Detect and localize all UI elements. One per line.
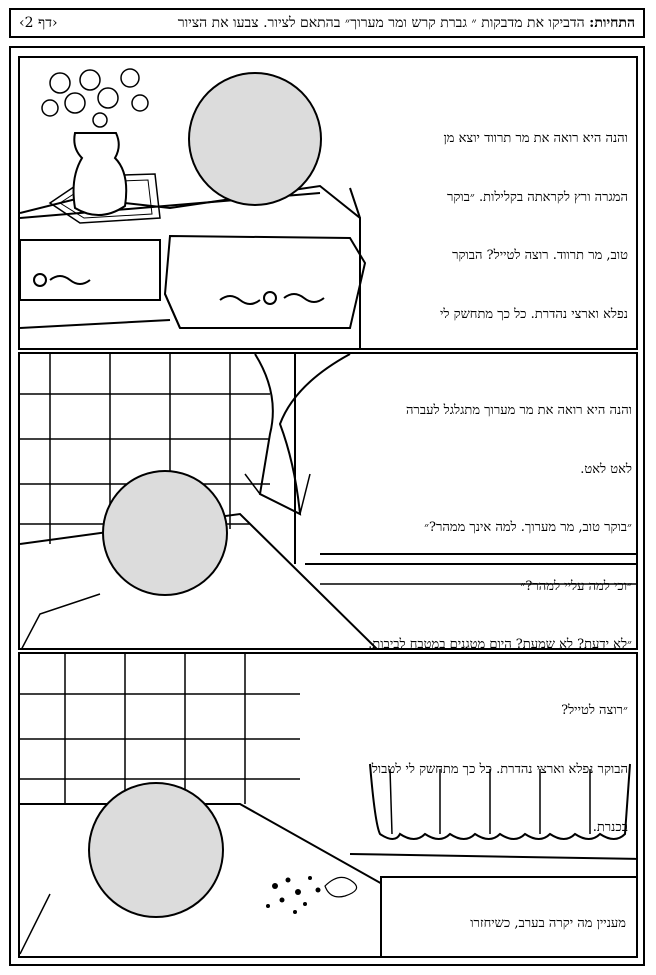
panel-2	[18, 352, 638, 650]
p2-line: לאט לאט.	[580, 461, 632, 477]
p3-line: הבוקר נפלא וארצי נהדרת. כל כך מתחשק לי לטבול	[371, 761, 628, 777]
instruction-text	[178, 15, 635, 32]
p1-line: טוב, מר תרווד. רוצה לטייל? הבוקר	[452, 248, 628, 263]
p4-line: מעניין מה יקרה בערב, כשיחזרו	[470, 916, 626, 931]
page-number: ‹דף 2›	[19, 14, 58, 31]
sticker-placeholder-2[interactable]	[102, 470, 228, 596]
p2-line: ״וכי למה עליי למהר?״	[520, 578, 632, 594]
p1-line: המגרה ורץ לקראתה בקלילות. ״בוקר	[446, 189, 628, 205]
sticker-placeholder-3[interactable]	[88, 782, 224, 918]
p1-line: והנה היא רואה את מר תרווד יוצא מן	[443, 131, 628, 146]
panel-1-text	[358, 90, 628, 350]
p1-line: נפלא וארצי נהדרת. כל כך מתחשק לי	[439, 306, 628, 322]
panel-1	[18, 56, 638, 350]
p2-line: והנה היא רואה את מר מערוך מתגלגל לעברה	[405, 403, 632, 418]
p2-line: ״לא ידעת? לא שמעת? היום מטגנים במטבח לביבות.	[368, 637, 632, 650]
panel-2-text	[302, 362, 632, 650]
panel-4	[380, 876, 638, 958]
p2-line: ״בוקר טוב, מר מערוך. למה אינך ממהר?״	[424, 520, 632, 535]
sticker-placeholder-1[interactable]	[188, 72, 322, 206]
page-header	[9, 8, 645, 38]
p3-line: בכנרת.	[592, 820, 628, 835]
panel-4-text	[386, 876, 626, 958]
instruction-body: הדביקו את מדבקות ״ גברת קרש ומר מערוך״ בהתאם לציור. צבעו את הציור	[177, 14, 585, 31]
p3-line: ״רוצה לטייל?	[561, 703, 628, 718]
instruction-label: התחיות:	[589, 14, 635, 31]
